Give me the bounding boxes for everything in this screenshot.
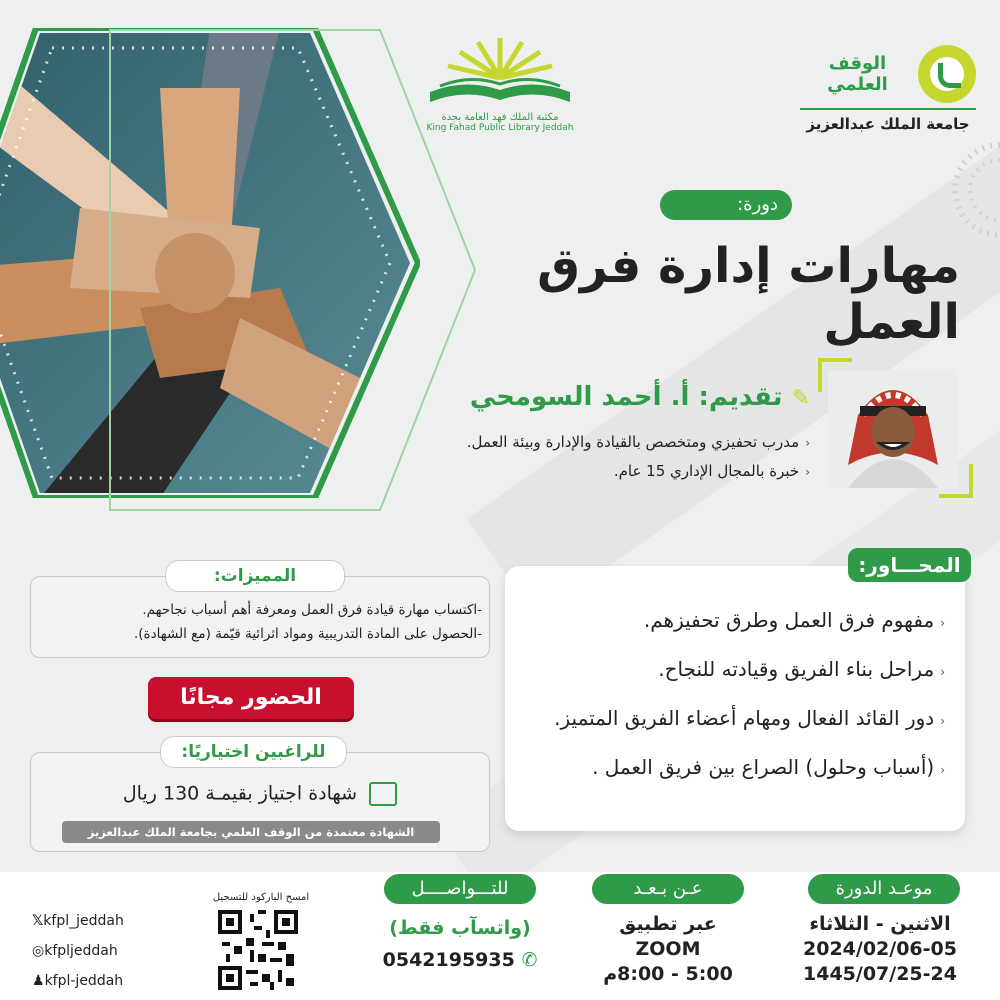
list-item: -الحصول على المادة التدريبية ومواد اثرائية قيّمة (مع الشهادة).	[133, 626, 482, 642]
certificate-icon	[369, 782, 397, 806]
remote-label: عـن بـعـد	[592, 874, 744, 904]
book-sun-icon	[420, 30, 580, 108]
presenter-name: ✎ تقديم: أ. أحمد السومحي	[469, 382, 810, 412]
kfpl-name-ar: مكتبة الملك فهد العامة بجدة	[441, 112, 559, 123]
list-item: ‹(أسباب وحلول) الصراع بين فريق العمل .	[592, 755, 945, 779]
list-item: ‹مفهوم فرق العمل وطرق تحفيزهم.	[643, 608, 945, 632]
whatsapp-icon: ✆	[521, 949, 538, 971]
presenter-photo-frame	[818, 358, 973, 498]
presenter-bullets	[400, 428, 810, 486]
chevron-icon: ‹	[805, 465, 810, 479]
mic-icon: ✎	[791, 386, 810, 411]
list-item: ‹مدرب تحفيزي ومتخصص بالقيادة والإدارة وبيئة العمل.	[466, 433, 810, 451]
social-snapchat[interactable]: ♟kfpl-jeddah	[32, 973, 124, 989]
kau-name: جامعة الملك عبدالعزيز	[806, 115, 970, 133]
date-label: موعـد الدورة	[808, 874, 960, 904]
contact-label: للتـــواصــــل	[384, 874, 536, 904]
waqf-emblem-icon	[918, 45, 976, 103]
axes-list	[520, 606, 945, 784]
certificate-note: الشهادة معتمدة من الوقف العلمي بجامعة الملك عبدالعزيز	[62, 821, 440, 843]
snapchat-icon: ♟	[32, 973, 45, 989]
list-item: ‹مراحل بناء الفريق وقيادته للنجاح.	[658, 657, 945, 681]
presenter-photo	[828, 370, 958, 488]
social-x[interactable]: 𝕏kfpl_jeddah	[32, 913, 124, 929]
chevron-icon: ‹	[940, 714, 945, 728]
certificate-line: شهادة اجتياز بقيمـة 130 ريال	[60, 782, 460, 806]
remote-block: عبر تطبيق ZOOM 5:00 - 8:00م	[603, 913, 733, 985]
kfpl-name-en: King Fahad Public Library Jeddah	[426, 123, 574, 133]
contact-block	[370, 912, 550, 976]
features-label: المميزات:	[165, 560, 345, 592]
x-icon: 𝕏	[32, 913, 44, 929]
features-list	[36, 598, 482, 646]
registration-qr-code[interactable]	[218, 910, 298, 990]
course-title: مهارات إدارة فرق العمل	[537, 238, 960, 350]
list-item: ‹خبرة بالمجال الإداري 15 عام.	[613, 462, 810, 480]
list-item: ‹دور القائد الفعال ومهام أعضاء الفريق المتميز.	[554, 706, 945, 730]
qr-label: امسح الباركود للتسجيل	[212, 892, 310, 903]
social-instagram[interactable]: ◎kfpljeddah	[32, 943, 118, 959]
list-item: -اكتساب مهارة قيادة فرق العمل ومعرفة أهم أسباب نجاحهم.	[142, 602, 482, 618]
contact-note: (واتسآب فقط)	[389, 917, 531, 939]
chevron-icon: ‹	[940, 763, 945, 777]
contact-phone[interactable]: ✆ 0542195935	[382, 949, 538, 971]
social-links	[32, 906, 182, 996]
kfpl-logo	[420, 30, 580, 140]
course-label: دورة:	[660, 190, 792, 220]
date-gregorian: 2024/02/06-05	[803, 938, 957, 960]
chevron-icon: ‹	[805, 436, 810, 450]
chevron-icon: ‹	[940, 665, 945, 679]
date-block	[790, 912, 970, 987]
axes-label: المحـــاور:	[848, 548, 971, 582]
instagram-icon: ◎	[32, 943, 45, 959]
kau-waqf-logo	[800, 45, 980, 145]
days-text: الاثنين - الثلاثاء	[809, 913, 951, 935]
dotted-arc-decoration	[940, 140, 1000, 240]
waqf-name: الوقف العلمي	[827, 53, 888, 95]
optional-label: للراغبين اختياريًا:	[160, 736, 347, 768]
date-hijri: 1445/07/25-24	[803, 963, 957, 985]
free-attendance-badge: الحضور مجانًا	[148, 677, 354, 719]
chevron-icon: ‹	[940, 616, 945, 630]
